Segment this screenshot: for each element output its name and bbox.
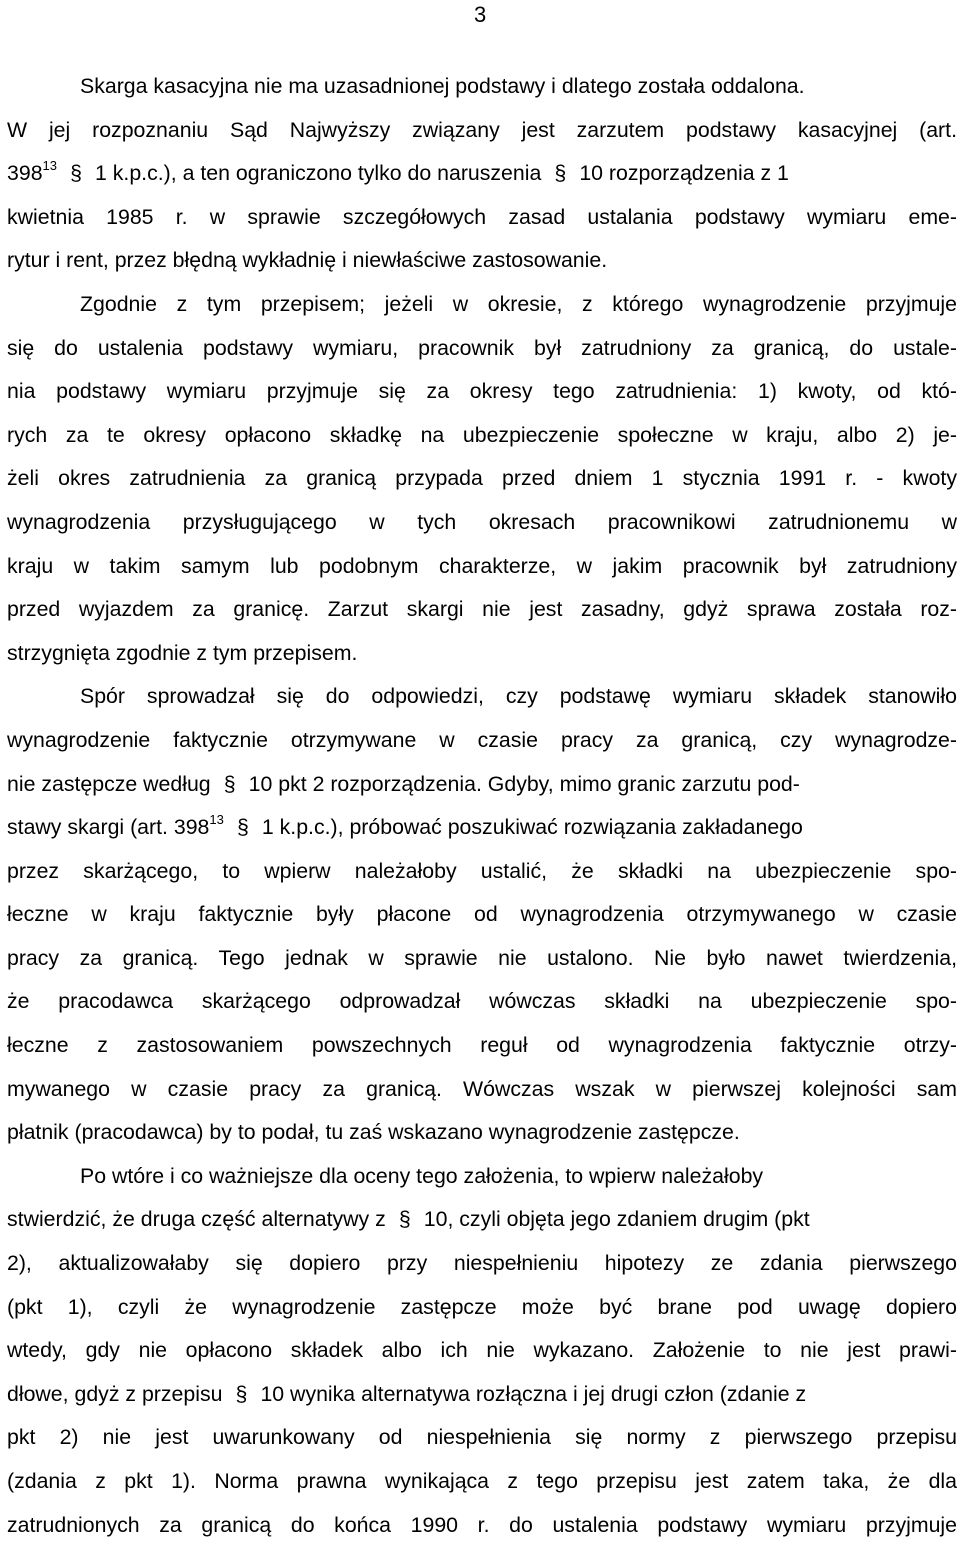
text-line: strzygnięta zgodnie z tym przepisem. xyxy=(7,640,358,665)
text-line: pracy za granicą. Tego jednak w sprawie nie ustalono. Nie było nawet twierdzenia, xyxy=(7,945,957,970)
text-line: (pkt 1), czyli że wynagrodzenie zastępcze może być brane pod uwagę dopiero xyxy=(7,1294,957,1319)
text-line: Spór sprowadzał się do odpowiedzi, czy podstawę wymiaru składek stanowiło xyxy=(80,684,957,709)
text-line: Skarga kasacyjna nie ma uzasadnionej podstawy i dlatego została oddalona. xyxy=(80,74,805,98)
page-number: 3 xyxy=(474,2,487,27)
text-line: (zdania z pkt 1). Norma prawna wynikająca z tego przepisu jest zatem taka, że dla xyxy=(7,1469,957,1493)
superscript: 13 xyxy=(209,812,224,827)
text-line: Po wtóre i co ważniejsze dla oceny tego założenia, to wpierw należałoby xyxy=(80,1163,764,1188)
text-line: przez skarżącego, to wpierw należałoby ustalić, że składki na ubezpieczenie spo- xyxy=(7,858,957,883)
text-line: przed wyjazdem za granicę. Zarzut skargi nie jest zasadny, gdyż sprawa została roz- xyxy=(7,597,957,622)
text-line xyxy=(7,806,957,850)
text-segment: 398 xyxy=(7,161,43,186)
text-segment: 10 wynika alternatywa rozłączna i jej drugi człon (zdanie z xyxy=(260,1381,807,1406)
text-line: żeli okres zatrudnienia za granicą przypada przed dniem 1 stycznia 1991 r. - kwoty xyxy=(7,466,957,491)
text-line: łeczne w kraju faktycznie były płacone od wynagrodzenia otrzymywanego w czasie xyxy=(7,902,957,927)
text-line: pkt 2) nie jest uwarunkowany od niespełnienia się normy z pierwszego przepisu xyxy=(7,1425,957,1450)
text-line: rych za te okresy opłacono składkę na ubezpieczenie społeczne w kraju, albo 2) je- xyxy=(7,422,957,447)
section-symbol: § xyxy=(70,161,82,186)
text-line: kraju w takim samym lub podobnym charakterze, w jakim pracownik był zatrudniony xyxy=(7,553,957,578)
superscript: 13 xyxy=(42,158,58,174)
text-line: płatnik (pracodawca) by to podał, tu zaś wskazano wynagrodzenie zastępcze. xyxy=(7,1120,740,1145)
text-line: 2), aktualizowałaby się dopiero przy niespełnieniu hipotezy ze zdania pierwszego xyxy=(7,1251,957,1276)
text-segment: 1 k.p.c.), a ten ograniczono tylko do naruszenia xyxy=(95,161,542,186)
text-line xyxy=(7,152,957,196)
section-symbol: § xyxy=(554,161,567,186)
text-line xyxy=(7,1373,957,1417)
text-segment: 10, czyli objęta jego zdaniem drugim (pkt xyxy=(423,1207,810,1232)
section-symbol: § xyxy=(236,815,249,840)
text-line: kwietnia 1985 r. w sprawie szczegółowych zasad ustalania podstawy wymiaru eme- xyxy=(7,204,957,229)
text-line: że pracodawca skarżącego odprowadzał wówczas składki na ubezpieczenie spo- xyxy=(7,989,957,1014)
text-line xyxy=(7,1198,957,1242)
section-symbol: § xyxy=(223,771,236,796)
text-line: zatrudnionych za granicą do końca 1990 r. do ustalenia podstawy wymiaru przyjmuje xyxy=(7,1512,957,1537)
text-line: nia podstawy wymiaru przyjmuje się za okresy tego zatrudnienia: 1) kwoty, od któ- xyxy=(7,379,957,404)
text-line: rytur i rent, przez błędną wykładnię i niewłaściwe zastosowanie. xyxy=(7,248,608,273)
text-line: wynagrodzenie faktycznie otrzymywane w czasie pracy za granicą, czy wynagrodze- xyxy=(7,727,957,752)
text-line xyxy=(7,763,957,807)
section-symbol: § xyxy=(398,1207,411,1232)
section-symbol: § xyxy=(235,1381,248,1406)
text-line: łeczne z zastosowaniem powszechnych reguł od wynagrodzenia faktycznie otrzy- xyxy=(7,1033,957,1058)
text-line: Zgodnie z tym przepisem; jeżeli w okresie, z którego wynagrodzenie przyjmuje xyxy=(80,291,957,316)
text-line: mywanego w czasie pracy za granicą. Wówczas wszak w pierwszej kolejności sam xyxy=(7,1076,957,1101)
text-line: wtedy, gdy nie opłacono składek albo ich nie wykazano. Założenie to nie jest prawi- xyxy=(7,1338,957,1363)
text-segment: 10 pkt 2 rozporządzenia. Gdyby, mimo granic zarzutu pod- xyxy=(248,771,800,796)
text-segment: 10 rozporządzenia z 1 xyxy=(579,161,789,186)
text-line: W jej rozpoznaniu Sąd Najwyższy związany jest zarzutem podstawy kasacyjnej (art. xyxy=(7,117,957,142)
text-segment: 1 k.p.c.), próbować poszukiwać rozwiązania zakładanego xyxy=(261,815,803,840)
text-segment: stawy skargi (art. 398 xyxy=(7,815,210,840)
text-segment: stwierdzić, że druga część alternatywy z xyxy=(7,1207,386,1232)
document-body xyxy=(7,65,957,1547)
text-segment: dłowe, gdyż z przepisu xyxy=(7,1381,223,1406)
text-line: się do ustalenia podstawy wymiaru, pracownik był zatrudniony za granicą, do ustale- xyxy=(7,335,957,360)
text-segment: nie zastępcze według xyxy=(7,771,211,796)
text-line: wynagrodzenia przysługującego w tych okresach pracownikowi zatrudnionemu w xyxy=(7,509,957,534)
